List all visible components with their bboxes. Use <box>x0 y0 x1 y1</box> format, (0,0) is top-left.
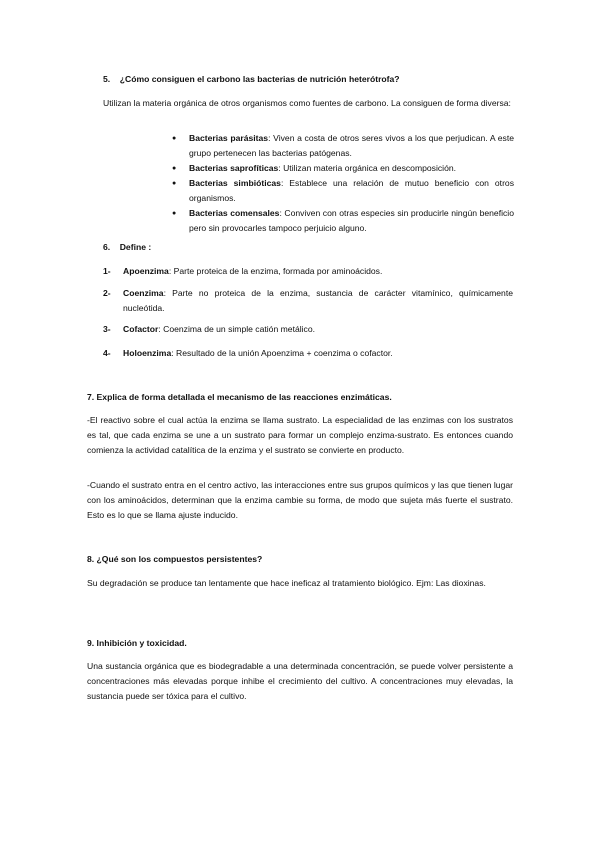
definition-item <box>103 322 513 337</box>
definition-number: 2- <box>103 288 111 298</box>
definition-item <box>103 286 513 316</box>
question-7-heading <box>87 390 513 405</box>
definition-text: : Parte proteica de la enzima, formada por aminoácidos. <box>168 266 383 276</box>
question-7-paragraph-1: -El reactivo sobre el cual actúa la enzima se llama sustrato. La especialidad de las enzimas con los sustratos es tal, que cada enzima se une a un sustrato para formar un complejo enzima-sustrato. Es entonces cuando comienza la actividad catalítica de la enzima y el sustrato se convierte en producto. <box>87 415 513 455</box>
list-item <box>172 206 514 236</box>
question-7-paragraph-2: -Cuando el sustrato entra en el centro activo, las interacciones entre sus grupos químicos y las que tienen lugar con los aminoácidos, determinan que la enzima cambie su forma, de modo que sujeta más fuerte el sustrato. Esto es lo que se llama ajuste inducido. <box>87 480 513 520</box>
question-8-paragraph: Su degradación se produce tan lentamente que hace ineficaz al tratamiento biológico. Ejm: Las dioxinas. <box>87 578 486 588</box>
question-9-heading <box>87 636 513 651</box>
bullet-term: Bacterias comensales <box>189 208 280 218</box>
question-7-title: 7. Explica de forma detallada el mecanismo de las reacciones enzimáticas. <box>87 392 392 402</box>
bullet-term: Bacterias simbióticas <box>189 178 281 188</box>
question-9-paragraph: Una sustancia orgánica que es biodegradable a una determinada concentración, se puede volver persistente a concentraciones más elevadas porque inhibe el crecimiento del cultivo. A concentraciones muy elevadas, la sustancia puede ser tóxica para el cultivo. <box>87 661 513 701</box>
question-8-heading <box>87 552 513 567</box>
bullet-term: Bacterias saprofíticas <box>189 163 279 173</box>
definition-number: 1- <box>103 266 111 276</box>
question-5-heading <box>103 72 523 87</box>
question-6-title: 6. Define : <box>103 242 152 252</box>
definition-item <box>103 346 513 361</box>
definition-number: 3- <box>103 324 111 334</box>
list-item <box>172 176 514 206</box>
definition-term: Coenzima <box>123 288 164 298</box>
definition-text: : Resultado de la unión Apoenzima + coenzima o cofactor. <box>171 348 393 358</box>
definition-item <box>103 264 513 279</box>
question-8-title: 8. ¿Qué son los compuestos persistentes? <box>87 554 263 564</box>
bullet-text: : Viven a costa de otros seres vivos a los que perjudican. A este grupo pertenecen las bacterias patógenas. <box>189 133 514 158</box>
question-5-number: 5. <box>103 74 111 84</box>
question-6-heading <box>103 240 151 255</box>
question-9-title: 9. Inhibición y toxicidad. <box>87 638 187 648</box>
bullet-term: Bacterias parásitas <box>189 133 269 143</box>
definition-term: Apoenzima <box>123 266 169 276</box>
bullet-text: : Conviven con otras especies sin producirle ningún beneficio pero sin provocarles tampoco perjuicio alguno. <box>189 208 514 233</box>
definition-text: : Parte no proteica de la enzima, sustancia de carácter vitamínico, químicamente nucleótida. <box>123 288 513 313</box>
bacteria-types-list <box>172 131 514 236</box>
list-item <box>172 131 514 161</box>
definition-number: 4- <box>103 348 111 358</box>
definition-term: Holoenzima <box>123 348 172 358</box>
question-5-text: ¿Cómo consiguen el carbono las bacterias de nutrición heterótrofa? <box>119 74 400 84</box>
question-5-intro: Utilizan la materia orgánica de otros organismos como fuentes de carbono. La consiguen de forma diversa: <box>103 98 511 108</box>
bullet-text: : Establece una relación de mutuo beneficio con otros organismos. <box>189 178 515 203</box>
definition-text: : Coenzima de un simple catión metálico. <box>158 324 316 334</box>
list-item <box>172 161 514 176</box>
definition-term: Cofactor <box>123 324 159 334</box>
bullet-text: : Utilizan materia orgánica en descomposición. <box>278 163 457 173</box>
